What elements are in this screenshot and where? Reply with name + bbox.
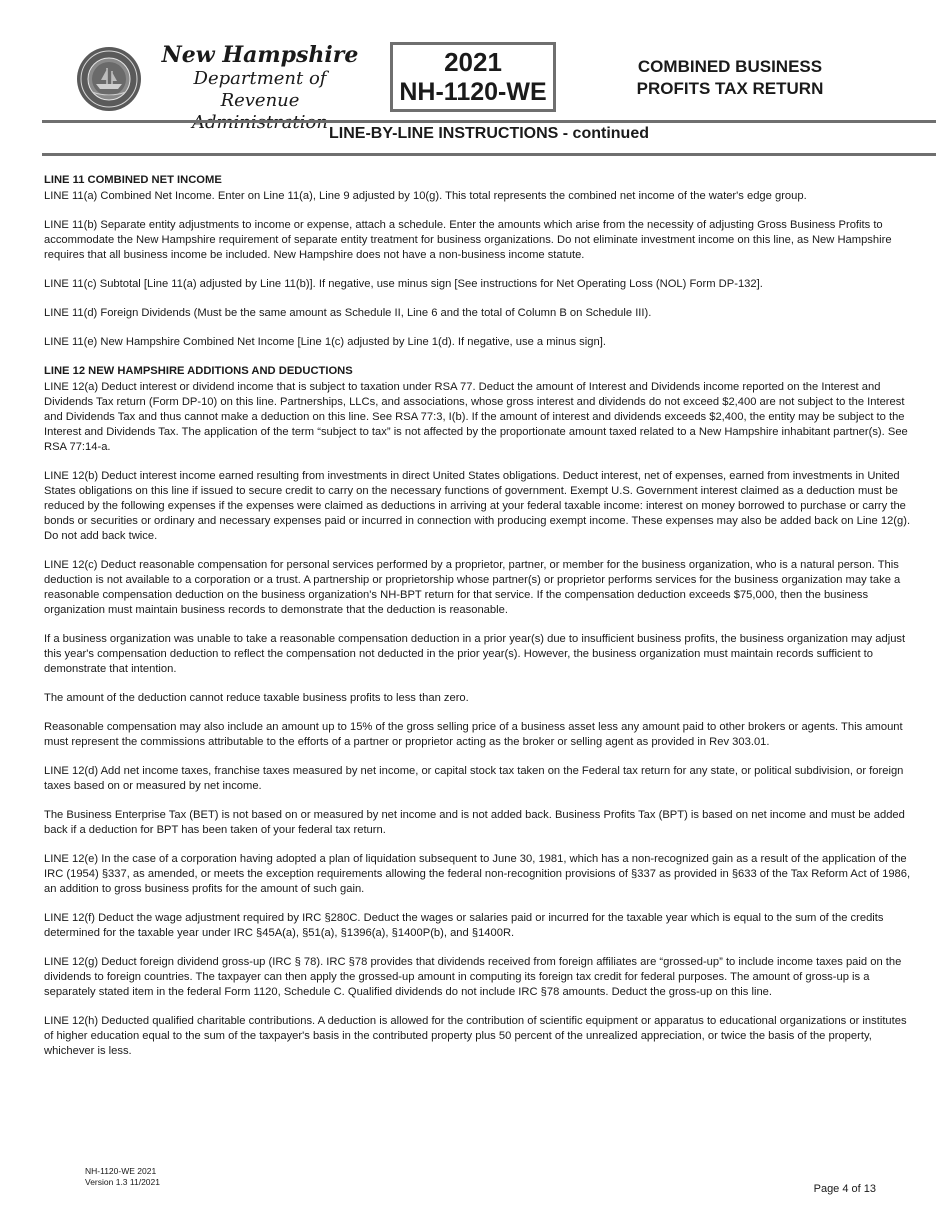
line12a-text: LINE 12(a) Deduct interest or dividend income that is subject to taxation under RSA 77. Deduct the amount of Interest and Dividends income reported on the Interest and Dividends Tax return (Form DP-10) on this line. Partnerships, LLCs, and associations, whose gross interest and dividends do not exceed $2,400 are not subject to the Interest and Dividends Tax and thus cannot make a deduction on this line. See RSA 77:3, I(b). If the amount of interest and dividends exceeds $2,400, the entity may be subject to the Interest and Dividends Tax. The application of the term “subject to tax” is not affected by the proportionate amount taxed related to a New Hampshire inhabitant partner(s). See RSA 77:14-a.	[44, 381, 908, 453]
line12g-text: LINE 12(g) Deduct foreign dividend gross-up (IRC § 78). IRC §78 provides that dividends received from foreign affiliates are “grossed-up” to include income taxes paid on the dividends to foreign countries. The taxpayer can then apply the grossed-up amount in computing its foreign tax credit for federal purposes. The amount of gross-up is a separately stated item in the federal Form 1120, Schedule C. Qualified dividends do not include IRC §78 amounts. Deduct the gross-up on this line.	[44, 956, 902, 998]
footer-form-line: NH-1120-WE 2021	[85, 1166, 157, 1176]
line12c-paragraph2: If a business organization was unable to take a reasonable compensation deduction in a prior year(s) due to insufficient business profits, the business organization may adjust this year's compensation deduction to reflect the compensation not deducted in the prior year(s). However, the business organization must maintain records sufficient to demonstrate that intention.	[44, 633, 906, 675]
header-divider-bottom	[42, 153, 936, 156]
line12f-text: LINE 12(f) Deduct the wage adjustment required by IRC §280C. Deduct the wages or salaries paid or incurred for the taxable year which is equal to the sum of the credits determined for the taxable year under IRC §45A(a), §51(a), §1396(a), §1400P(b), and §1400R.	[44, 912, 884, 939]
form-number: NH-1120-WE	[399, 78, 547, 106]
line12c-text: LINE 12(c) Deduct reasonable compensation for personal services performed by a proprietor, partner, or member for the business organization, who is a natural person. This deduction is not available to a corporation or a trust. A partnership or proprietorship whose partner(s) or proprietor performs services for the business organization may take a reasonable compensation deduction on the business organization's NH-BPT return for that service. If the compensation deduction exceeds $75,000, then the business organization must maintain business records to demonstrate that the deduction is reasonable.	[44, 559, 901, 616]
line11a-text: LINE 11(a) Combined Net Income. Enter on Line 11(a), Line 9 adjusted by 10(g). This total represents the combined net income of the water's edge group.	[44, 190, 807, 202]
line12-heading: LINE 12 NEW HAMPSHIRE ADDITIONS AND DEDUCTIONS	[44, 365, 353, 377]
line11c-text: LINE 11(c) Subtotal [Line 11(a) adjusted by Line 11(b)]. If negative, use minus sign [See instructions for Net Operating Loss (NOL) Form DP-132].	[44, 278, 763, 290]
footer-version-info	[85, 1166, 160, 1188]
form-title	[598, 56, 862, 100]
line12h-text: LINE 12(h) Deducted qualified charitable contributions. A deduction is allowed for the contribution of scientific equipment or apparatus to educational organizations or institutes of higher education equal to the sum of the taxpayer's basis in the contributed property plus 50 percent of the unrealized appreciation, or twice the basis of the property, whichever is less.	[44, 1015, 907, 1057]
line12c-paragraph3: The amount of the deduction cannot reduce taxable business profits to less than zero.	[44, 692, 469, 704]
form-id-box	[390, 42, 556, 112]
form-year: 2021	[444, 47, 502, 77]
footer-version-line: Version 1.3 11/2021	[85, 1177, 160, 1187]
form-title-line1: COMBINED BUSINESS	[637, 57, 823, 76]
line12d-text: LINE 12(d) Add net income taxes, franchise taxes measured by net income, or capital stock tax taken on the Federal tax return for any state, or political subdivision, or foreign taxes based on or measured by net income.	[44, 765, 904, 792]
line11d-text: LINE 11(d) Foreign Dividends (Must be the same amount as Schedule II, Line 6 and the total of Column B on Schedule III).	[44, 307, 652, 319]
line11b-text: LINE 11(b) Separate entity adjustments to income or expense, attach a schedule. Enter the amounts which arise from the necessity of adjusting Gross Business Profits to accommodate the New Hampshire requirement of separate entity treatment for business organizations. Do not eliminate investment income on this line, as New Hampshire requires that all business income be included. New Hampshire does not have a non-business income statute.	[44, 219, 892, 261]
page-number: Page 4 of 13	[813, 1183, 876, 1195]
line12d-paragraph2: The Business Enterprise Tax (BET) is not based on or measured by net income and is not added back. Business Profits Tax (BPT) is based on net income and must be added back if a deduction for BPT has been taken of your federal tax return.	[44, 809, 905, 836]
state-name: New Hampshire	[161, 42, 359, 68]
line11-heading: LINE 11 COMBINED NET INCOME	[44, 174, 222, 186]
instructions-body	[44, 173, 914, 1073]
form-title-line2: PROFITS TAX RETURN	[636, 79, 824, 98]
line11e-text: LINE 11(e) New Hampshire Combined Net Income [Line 1(c) adjusted by Line 1(d). If negative, use a minus sign].	[44, 336, 606, 348]
department-line1: Department of	[193, 68, 327, 89]
section-title: LINE-BY-LINE INSTRUCTIONS - continued	[329, 125, 649, 142]
department-line2: Revenue	[220, 90, 300, 111]
line12c-paragraph4: Reasonable compensation may also include an amount up to 15% of the gross selling price of a business asset less any amount paid to other brokers or agents. This amount must represent the commissions attributable to the efforts of a partner or proprietor acting as the broker or selling agent as provided in Rev 303.01.	[44, 721, 903, 748]
line12e-text: LINE 12(e) In the case of a corporation having adopted a plan of liquidation subsequent to June 30, 1981, which has a non-recognized gain as a result of the application of the IRC (1954) §337, as amended, or meets the exception requirements allowing the federal non-recognition provisions of §337 as provided in §633 of the Tax Reform Act of 1986, an addition to gross business profits for the amount of such gain.	[44, 853, 911, 895]
nh-state-seal-icon	[76, 46, 142, 112]
line12b-text: LINE 12(b) Deduct interest income earned resulting from investments in direct United States obligations. Deduct interest, net of expenses, earned from investments in United States obligations on this line if issued to secure credit to carry on the necessary functions of government. Exempt U.S. Government interest claimed as a deduction must be reduced by the following expenses if the expenses were claimed as deductions in arriving at your federal taxable income: interest on money borrowed to purchase or carry the bonds or securities or ordinary and necessary expenses paid or incurred in connection with producing exempt income. These expenses may also be added back on Line 12(g). Do not add back twice.	[44, 470, 911, 542]
